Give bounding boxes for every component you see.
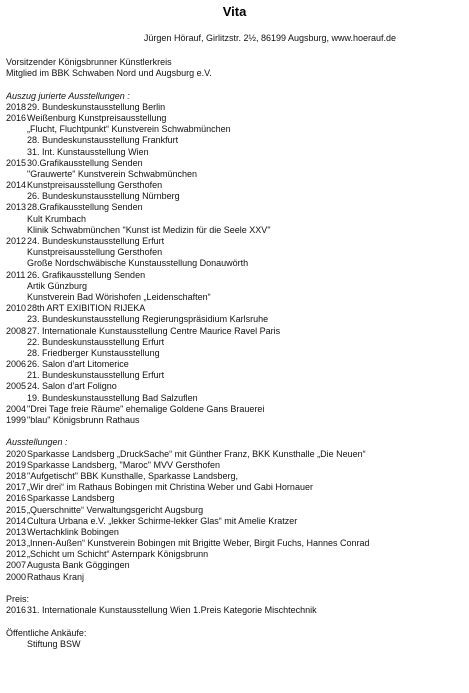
entry-year: 2018 bbox=[6, 470, 27, 481]
spacer bbox=[6, 616, 461, 627]
list-item bbox=[6, 639, 461, 650]
list-item bbox=[6, 281, 461, 292]
entry-text: Weißenburg Kunstpreisausstellung bbox=[27, 112, 167, 123]
spacer bbox=[6, 426, 461, 437]
list-item bbox=[6, 516, 461, 527]
entry-year bbox=[6, 147, 27, 158]
entry-text: 31. Internationale Kunstausstellung Wien 1.Preis Kategorie Mischtechnik bbox=[27, 605, 317, 616]
entry-text: "Grauwerte" Kunstverein Schwabmünchen bbox=[27, 168, 197, 179]
entry-text: Sparkasse Landsberg bbox=[27, 493, 115, 504]
entry-text: „Querschnitte“ Verwaltungsgericht Augsburg bbox=[27, 504, 204, 515]
author-address: Jürgen Hörauf, Girlitzstr. 2½, 86199 Augsburg, www.hoerauf.de bbox=[143, 33, 397, 43]
entry-year bbox=[6, 348, 27, 359]
entry-year: 2006 bbox=[6, 359, 27, 370]
entry-text: 26. Bundeskunstausstellung Nürnberg bbox=[27, 191, 180, 202]
entry-text: Kunstpreisausstellung Gersthofen bbox=[27, 180, 163, 191]
list-item bbox=[6, 180, 461, 191]
list-item bbox=[6, 605, 461, 616]
list-item bbox=[6, 359, 461, 370]
entry-year: 2014 bbox=[6, 515, 27, 526]
entry-text: 28. Friedberger Kunstausstellung bbox=[27, 347, 160, 358]
entry-text: 21. Bundeskunstausstellung Erfurt bbox=[27, 370, 165, 381]
section-heading-juried: Auszug jurierte Ausstellungen : bbox=[6, 90, 130, 101]
entry-text: Artik Günzburg bbox=[27, 280, 88, 291]
cv-body bbox=[6, 57, 461, 650]
entry-text: 26. Grafikausstellung Senden bbox=[27, 269, 146, 280]
list-item bbox=[6, 460, 461, 471]
intro-line: Mitglied im BBK Schwaben Nord und Augsburg e.V. bbox=[6, 68, 212, 79]
list-item bbox=[6, 169, 461, 180]
list-item bbox=[6, 113, 461, 124]
entry-text: 23. Bundeskunstausstellung Regierungspräsidium Karlsruhe bbox=[27, 314, 269, 325]
entry-text: Sparkasse Landsberg, "Maroc" MVV Gersthofen bbox=[27, 459, 220, 470]
entry-text: Sparkasse Landsberg „DruckSache“ mit Günther Franz, BKK Kunsthalle „Die Neuen“ bbox=[27, 448, 366, 459]
entry-year bbox=[6, 292, 27, 303]
entry-text: 19. Bundeskunstausstellung Bad Salzuflen bbox=[27, 392, 198, 403]
entry-year bbox=[6, 247, 27, 258]
entry-text: Wertachklink Bobingen bbox=[27, 526, 119, 537]
entry-year bbox=[6, 135, 27, 146]
list-item bbox=[6, 258, 461, 269]
entry-year: 2005 bbox=[6, 381, 27, 392]
section-heading-prizes: Preis: bbox=[6, 594, 30, 604]
list-item bbox=[6, 292, 461, 303]
section-heading-purchases: Öffentliche Ankäufe: bbox=[6, 627, 87, 638]
entry-year bbox=[6, 337, 27, 348]
entry-year: 2015 bbox=[6, 504, 27, 515]
list-item bbox=[6, 202, 461, 213]
entry-year bbox=[6, 258, 27, 269]
entry-year: 2013 bbox=[6, 526, 27, 537]
entry-year bbox=[6, 214, 27, 225]
list-item bbox=[6, 493, 461, 504]
entry-text: Kunstverein Bad Wörishofen „Leidenschaften“ bbox=[27, 291, 211, 302]
entry-year bbox=[6, 281, 27, 292]
entry-year bbox=[6, 225, 27, 236]
list-item bbox=[6, 314, 461, 325]
entry-text: Rathaus Kranj bbox=[27, 571, 85, 582]
entry-text: 29. Bundeskunstausstellung Berlin bbox=[27, 101, 166, 112]
list-item bbox=[6, 147, 461, 158]
entry-text: 22. Bundeskunstausstellung Erfurt bbox=[27, 336, 165, 347]
entry-year bbox=[6, 124, 27, 135]
entry-year: 2012 bbox=[6, 236, 27, 246]
entry-year bbox=[6, 191, 27, 202]
list-item bbox=[6, 404, 461, 415]
list-item bbox=[6, 560, 461, 571]
entry-year: 2014 bbox=[6, 180, 27, 191]
entry-text: Kult Krumbach bbox=[27, 213, 87, 224]
entry-year: 2016 bbox=[6, 112, 27, 123]
entry-year: 2016 bbox=[6, 605, 27, 616]
list-item bbox=[6, 370, 461, 381]
list-item bbox=[6, 549, 461, 560]
entry-year: 2000 bbox=[6, 571, 27, 582]
entry-text: „Wir drei“ im Rathaus Bobingen mit Christina Weber und Gabi Hornauer bbox=[27, 482, 313, 493]
entry-text: „Flucht, Fluchtpunkt“ Kunstverein Schwabmünchen bbox=[27, 124, 231, 135]
list-item bbox=[6, 236, 461, 247]
list-item bbox=[6, 505, 461, 516]
entry-year: 2013 bbox=[6, 202, 27, 213]
entry-year bbox=[6, 639, 27, 650]
section-heading-exhibitions: Ausstellungen : bbox=[6, 437, 68, 448]
entry-year: 2015 bbox=[6, 157, 27, 168]
entry-year: 2012 bbox=[6, 549, 27, 560]
page-title: Vita bbox=[222, 4, 247, 19]
list-item bbox=[6, 538, 461, 549]
entry-year: 2019 bbox=[6, 459, 27, 470]
exhibitions-list bbox=[6, 449, 461, 583]
entry-text: Augusta Bank Göggingen bbox=[27, 560, 130, 571]
list-item bbox=[6, 449, 461, 460]
list-item bbox=[6, 393, 461, 404]
entry-year: 2004 bbox=[6, 403, 27, 414]
list-item bbox=[6, 225, 461, 236]
list-item bbox=[6, 270, 461, 281]
entry-text: „Schicht um Schicht“ Asternpark Königsbrunn bbox=[27, 549, 209, 560]
entry-year: 2020 bbox=[6, 448, 27, 459]
entry-text: „Innen-Außen“ Kunstverein Bobingen mit Brigitte Weber, Birgit Fuchs, Hannes Conrad bbox=[27, 538, 370, 549]
list-item bbox=[6, 124, 461, 135]
list-item bbox=[6, 214, 461, 225]
list-item bbox=[6, 303, 461, 314]
entry-year: 2010 bbox=[6, 303, 27, 314]
spacer bbox=[6, 583, 461, 594]
list-item bbox=[6, 527, 461, 538]
list-item bbox=[6, 158, 461, 169]
entry-text: 27. Internationale Kunstausstellung Centre Maurice Ravel Paris bbox=[27, 325, 281, 336]
entry-year: 2011 bbox=[6, 269, 26, 280]
entry-text: "blau" Königsbrunn Rathaus bbox=[27, 415, 140, 425]
purchases-list bbox=[6, 639, 461, 650]
entry-year bbox=[6, 169, 27, 180]
entry-year: 2013 bbox=[6, 538, 27, 549]
entry-year: 2007 bbox=[6, 560, 27, 571]
entry-text: Klinik Schwabmünchen "Kunst ist Medizin für die Seele XXV" bbox=[27, 224, 271, 235]
list-item bbox=[6, 415, 461, 426]
intro-line: Vorsitzender Königsbrunner Künstlerkreis bbox=[6, 57, 172, 67]
juried-exhibitions-list bbox=[6, 102, 461, 426]
entry-year: 2008 bbox=[6, 325, 27, 336]
list-item bbox=[6, 471, 461, 482]
list-item bbox=[6, 135, 461, 146]
entry-text: Cultura Urbana e.V. „lekker Schirme-lekker Glas“ mit Amelie Kratzer bbox=[27, 515, 298, 526]
entry-year bbox=[6, 370, 27, 381]
list-item bbox=[6, 247, 461, 258]
list-item bbox=[6, 482, 461, 493]
entry-text: 24. Salon d'art Foligno bbox=[27, 381, 117, 392]
entry-text: 28th ART EXIBITION RIJEKA bbox=[27, 303, 146, 314]
entry-text: 28.Grafikausstellung Senden bbox=[27, 202, 143, 213]
entry-text: Stiftung BSW bbox=[27, 638, 81, 649]
list-item bbox=[6, 348, 461, 359]
entry-year: 2016 bbox=[6, 493, 27, 504]
list-item bbox=[6, 381, 461, 392]
list-item bbox=[6, 572, 461, 583]
entry-text: 31. Int. Kunstausstellung Wien bbox=[27, 146, 149, 157]
list-item bbox=[6, 326, 461, 337]
entry-year bbox=[6, 393, 27, 404]
entry-text: "Drei Tage freie Räume" ehemalige Goldene Gans Brauerei bbox=[27, 403, 265, 414]
spacer bbox=[6, 79, 461, 90]
entry-text: "Aufgetischt" BBK Kunsthalle, Sparkasse Landsberg, bbox=[27, 470, 239, 481]
entry-text: 26. Salon d'art Litomerice bbox=[27, 359, 129, 370]
entry-year: 2018 bbox=[6, 101, 27, 112]
entry-text: 24. Bundeskunstausstellung Erfurt bbox=[27, 236, 165, 246]
entry-text: 28. Bundeskunstausstellung Frankfurt bbox=[27, 135, 179, 146]
prizes-list bbox=[6, 605, 461, 616]
entry-text: 30.Grafikausstellung Senden bbox=[27, 157, 143, 168]
list-item bbox=[6, 337, 461, 348]
entry-text: Große Nordschwäbische Kunstausstellung Donauwörth bbox=[27, 258, 249, 269]
list-item bbox=[6, 102, 461, 113]
list-item bbox=[6, 191, 461, 202]
entry-year: 1999 bbox=[6, 415, 27, 425]
entry-text: Kunstpreisausstellung Gersthofen bbox=[27, 247, 163, 258]
entry-year: 2017 bbox=[6, 482, 27, 493]
entry-year bbox=[6, 314, 27, 325]
